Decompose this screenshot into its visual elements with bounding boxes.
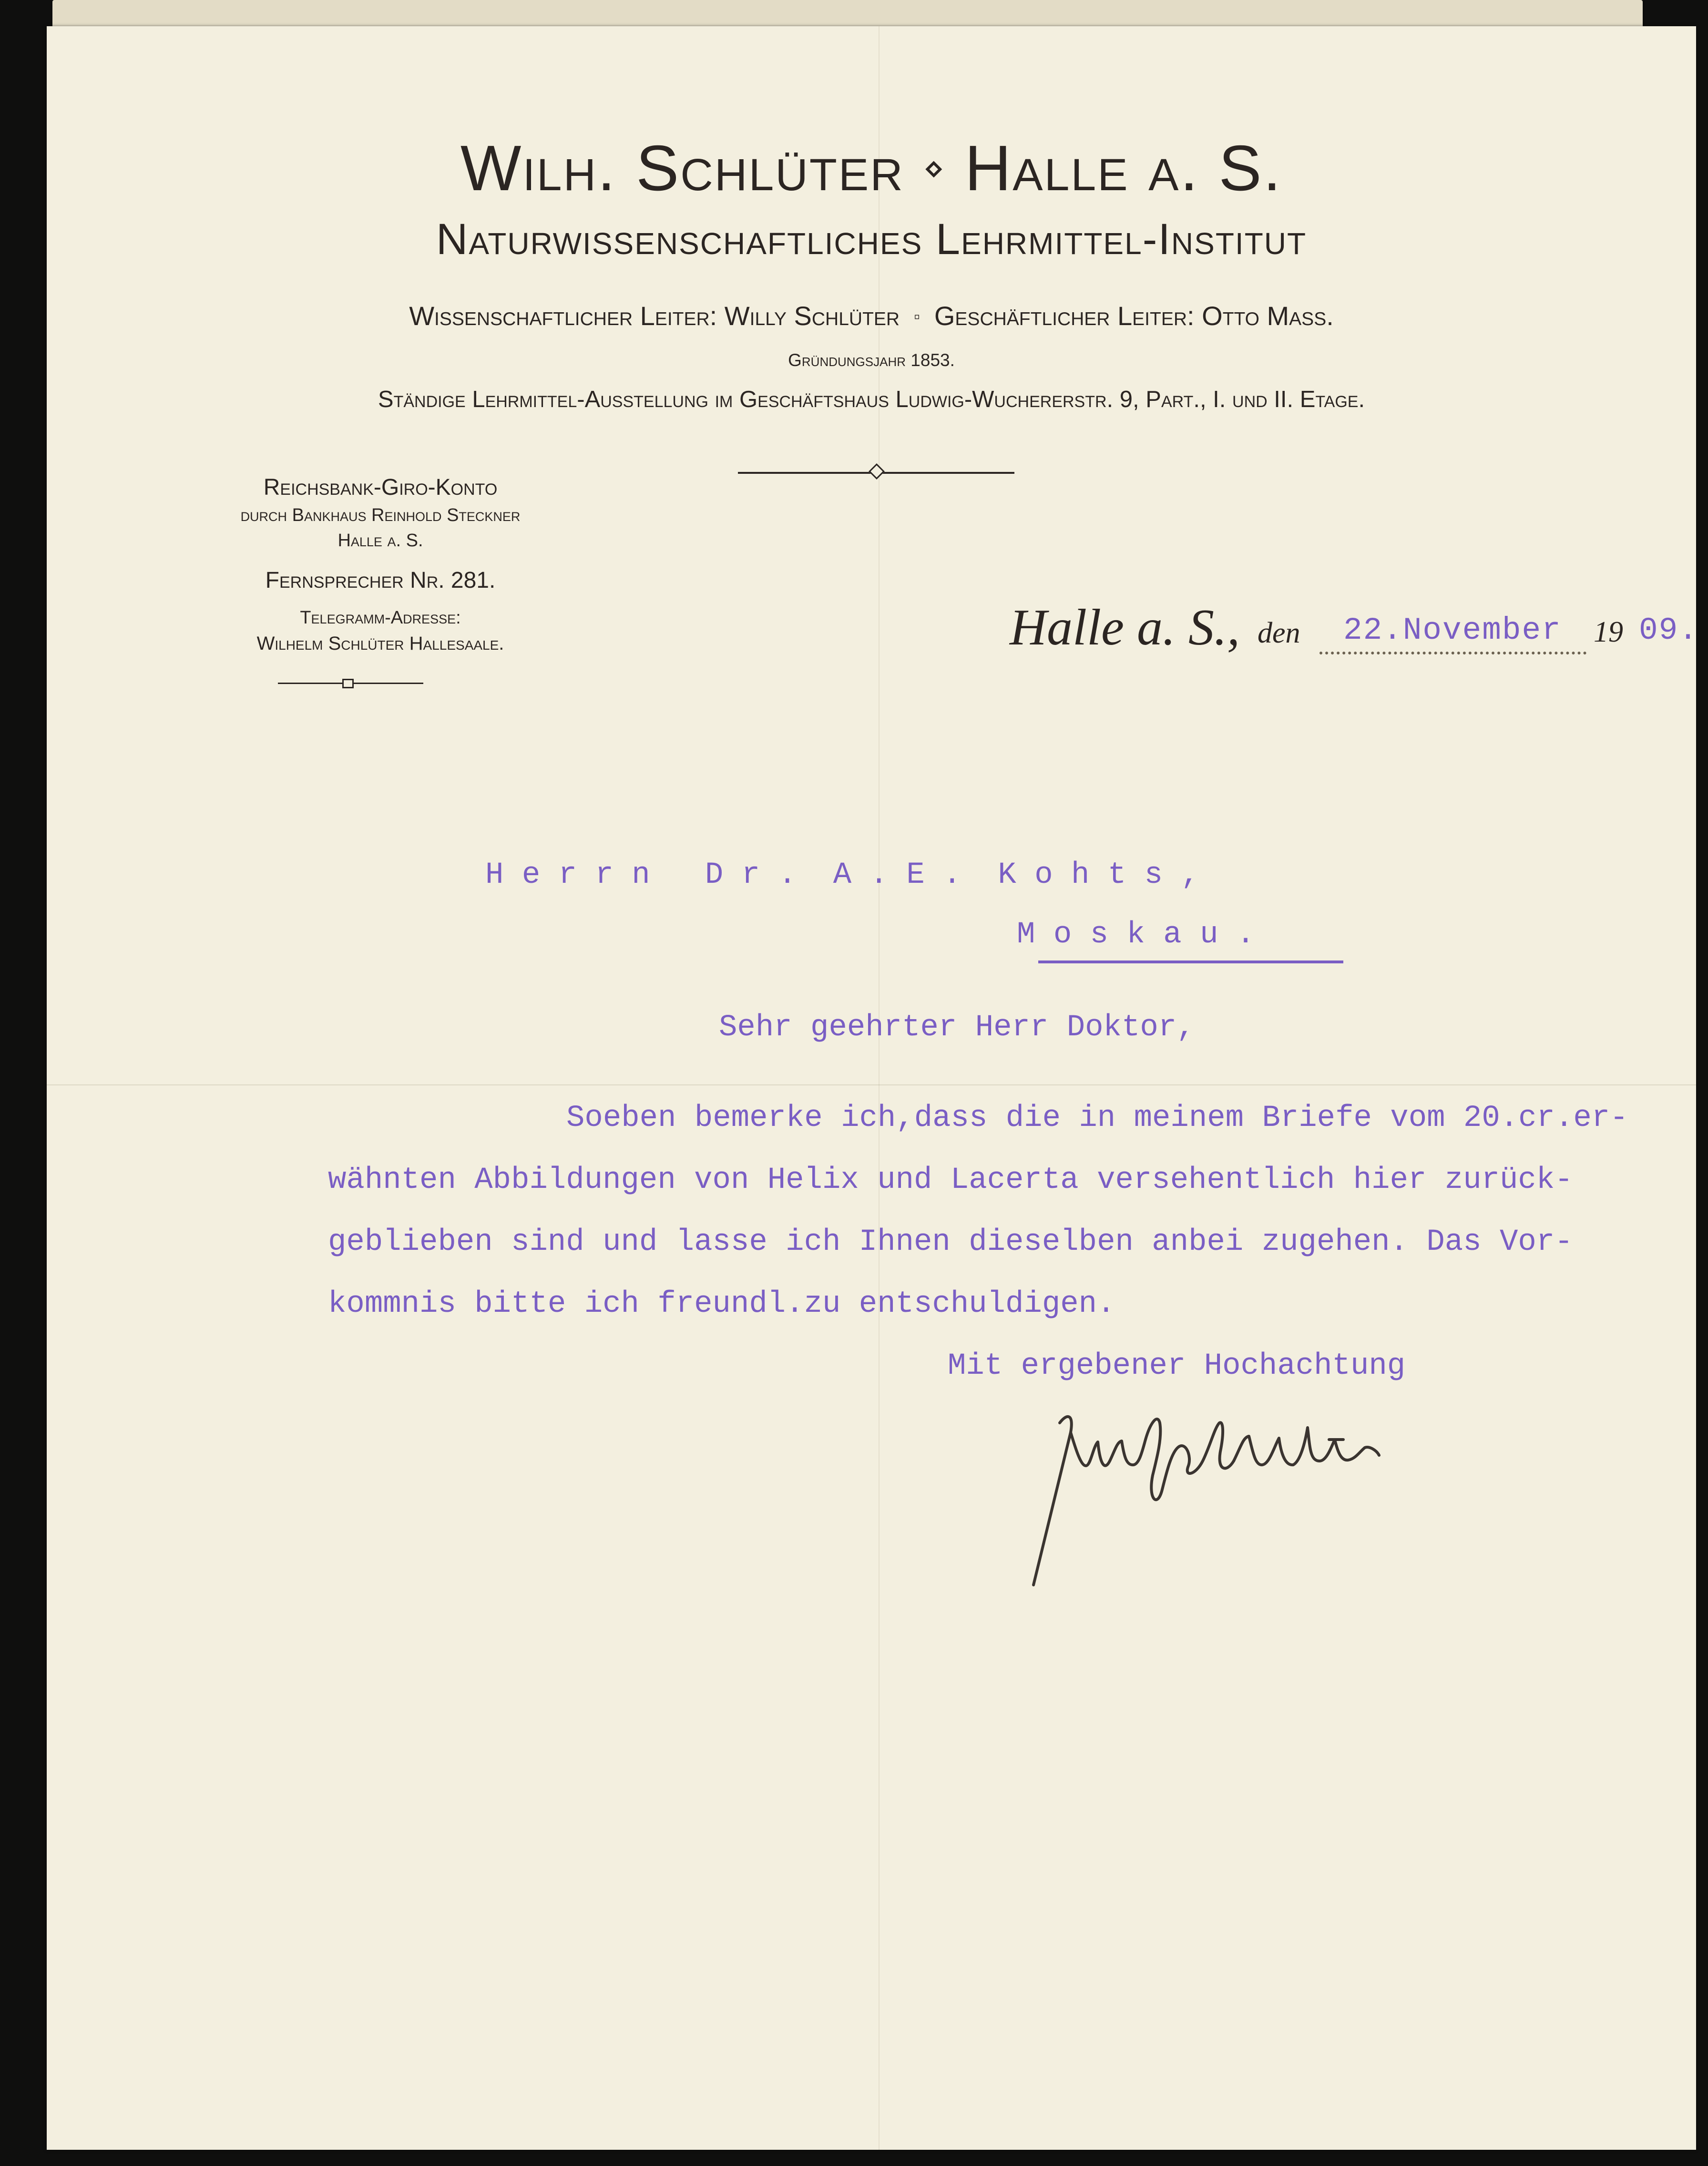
bank-via: durch Bankhaus Reinhold Steckner	[240, 505, 521, 525]
fold-line-vertical	[879, 26, 880, 2150]
signature-image	[1014, 1394, 1443, 1594]
year-prefix: 19	[1594, 616, 1623, 648]
fold-line-horizontal	[47, 1084, 1696, 1085]
body-line: kommnis bitte ich freundl.zu entschuldigen.	[328, 1287, 1115, 1321]
dateline-city: Halle a. S.,	[1010, 599, 1240, 656]
company-name-left: Wilh. Schlüter	[460, 132, 904, 204]
closing: Mit ergebener Hochachtung	[948, 1349, 1406, 1383]
institute-name: Naturwissenschaftliches Lehrmittel-Institut	[436, 215, 1307, 264]
contact-block	[142, 474, 619, 654]
body-line: wähnten Abbildungen von Helix und Lacerta versehentlich hier zurück-	[328, 1163, 1573, 1197]
date-dotted-line	[1319, 652, 1586, 654]
directors-line	[47, 300, 1696, 331]
telegram-label: Telegramm-Adresse:	[300, 608, 461, 628]
company-name-right: Halle a. S.	[964, 132, 1283, 204]
square-separator-icon: ▫	[914, 307, 920, 326]
dateline-den: den	[1258, 617, 1300, 649]
diamond-separator-icon: ⋄	[923, 150, 946, 187]
business-director: Geschäftlicher Leiter: Otto Mass.	[934, 301, 1334, 331]
header-rule-diamond-icon	[869, 463, 885, 480]
body-line: geblieben sind und lasse ich Ihnen dieselben anbei zugehen. Das Vor-	[328, 1225, 1573, 1259]
founding-year: Gründungsjahr 1853.	[788, 350, 955, 370]
exhibition-line: Ständige Lehrmittel-Ausstellung im Geschäftshaus Ludwig-Wuchererstr. 9, Part., I. und II. Etage.	[378, 387, 1365, 412]
scientific-director: Wissenschaftlicher Leiter: Willy Schlüter	[409, 301, 900, 331]
telegram-address: Wilhelm Schlüter Hallesaale.	[256, 633, 504, 654]
recipient-city-underline	[1038, 960, 1343, 963]
bank-city: Halle a. S.	[338, 531, 423, 551]
recipient-name: H e r r n D r . A . E . K o h t s ,	[485, 858, 1199, 892]
bank-account: Reichsbank-Giro-Konto	[263, 475, 498, 500]
contact-rule-square-icon	[342, 679, 354, 688]
date-typed: 22.November	[1343, 613, 1562, 648]
salutation: Sehr geehrter Herr Doktor,	[719, 1011, 1195, 1045]
year-typed: 09.	[1639, 613, 1698, 648]
phone-number: Fernsprecher Nr. 281.	[265, 568, 496, 593]
body-line: Soeben bemerke ich,dass die in meinem Briefe vom 20.cr.er-	[566, 1101, 1628, 1135]
recipient-city: M o s k a u .	[1017, 918, 1255, 952]
letter-paper	[47, 26, 1696, 2150]
company-name	[47, 131, 1696, 205]
